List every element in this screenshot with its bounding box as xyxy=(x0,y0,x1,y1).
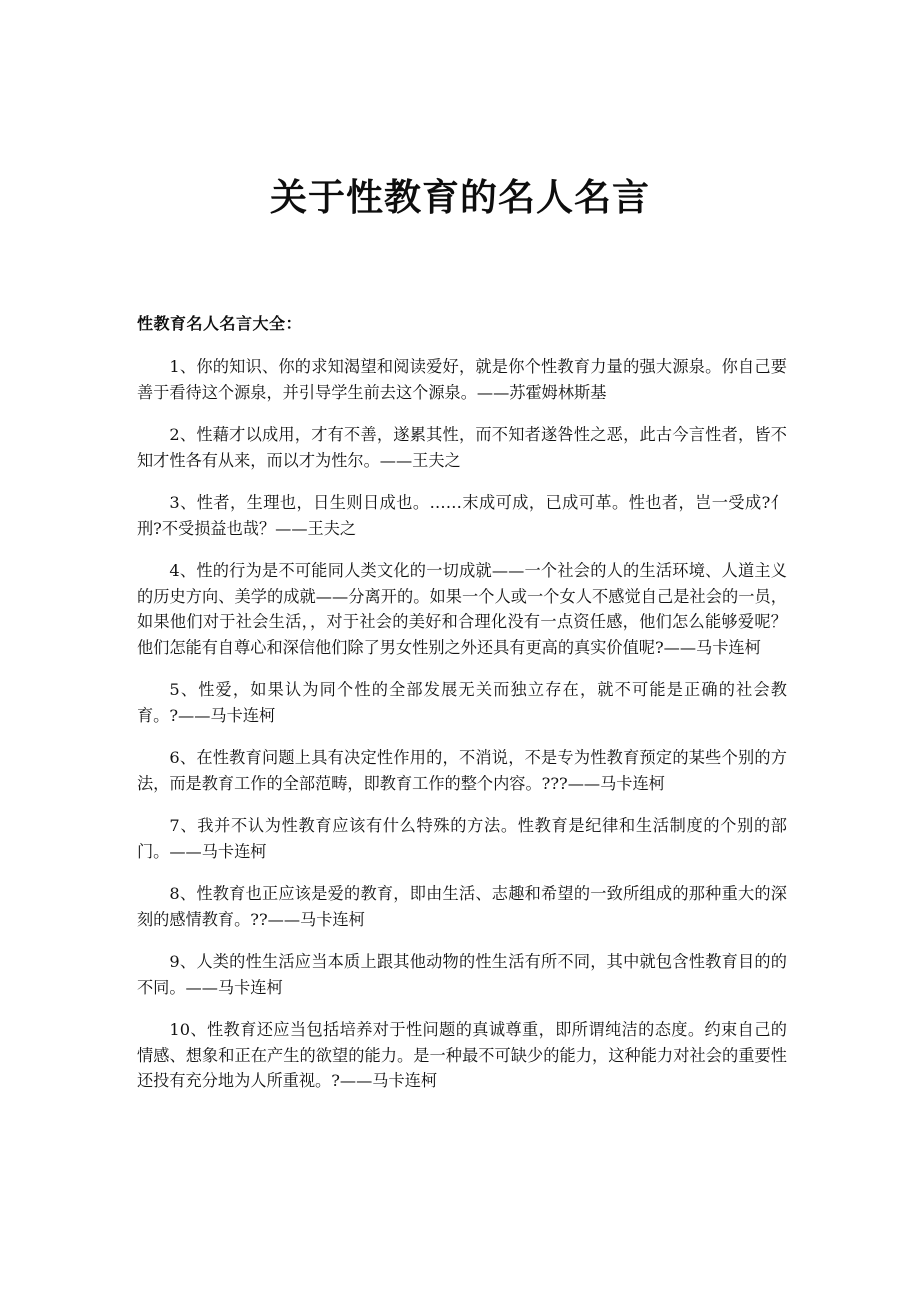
quote-paragraph: 8、性教育也正应该是爱的教育，即由生活、志趣和希望的一致所组成的那种重大的深刻的感情教育。??——马卡连柯 xyxy=(137,884,787,929)
quote-paragraph: 5、性爱，如果认为同个性的全部发展无关而独立存在，就不可能是正确的社会教育。?——马卡连柯 xyxy=(137,680,787,725)
page-title: 关于性教育的名人名言 xyxy=(270,176,650,219)
document-body xyxy=(137,312,787,1094)
quote-list xyxy=(137,354,787,1094)
quote-paragraph: 1、你的知识、你的求知渴望和阅读爱好，就是你个性教育力量的强大源泉。你自己要善于看待这个源泉，并引导学生前去这个源泉。——苏霍姆林斯基 xyxy=(137,357,787,402)
quote-paragraph: 10、性教育还应当包括培养对于性问题的真诚尊重，即所谓纯洁的态度。约束自己的情感、想象和正在产生的欲望的能力。是一种最不可缺少的能力，这种能力对社会的重要性还投有充分地为人所重视。?——马卡连柯 xyxy=(137,1020,787,1090)
quote-paragraph: 2、性藉才以成用，才有不善，遂累其性，而不知者遂咎性之恶，此古今言性者，皆不知才性各有从来，而以才为性尔。——王夫之 xyxy=(137,425,787,470)
quote-paragraph: 6、在性教育问题上具有决定性作用的，不消说，不是专为性教育预定的某些个别的方法，而是教育工作的全部范畴，即教育工作的整个内容。???——马卡连柯 xyxy=(137,748,787,793)
section-heading: 性教育名人名言大全： xyxy=(137,314,303,333)
quote-paragraph: 3、性者，生理也，日生则日成也。……末成可成，已成可革。性也者，岂一受成?亻 刑?不受损益也哉？——王夫之 xyxy=(137,493,787,538)
quote-paragraph: 7、我并不认为性教育应该有什么特殊的方法。性教育是纪律和生活制度的个别的部门。——马卡连柯 xyxy=(137,816,787,861)
quote-paragraph: 4、性的行为是不可能同人类文化的一切成就——一个社会的人的生活环境、人道主义的历史方向、美学的成就——分离开的。如果一个人或一个女人不感觉自己是社会的一员，如果他们对于社会生活，，对于社会的美好和合理化没有一点资任感，他们怎么能够爱呢？他们怎能有自尊心和深信他们除了男女性别之外还具有更高的真实价值呢?——马卡连柯 xyxy=(137,561,787,657)
quote-paragraph: 9、人类的性生活应当本质上跟其他动物的性生活有所不同，其中就包含性教育目的的不同。——马卡连柯 xyxy=(137,952,787,997)
